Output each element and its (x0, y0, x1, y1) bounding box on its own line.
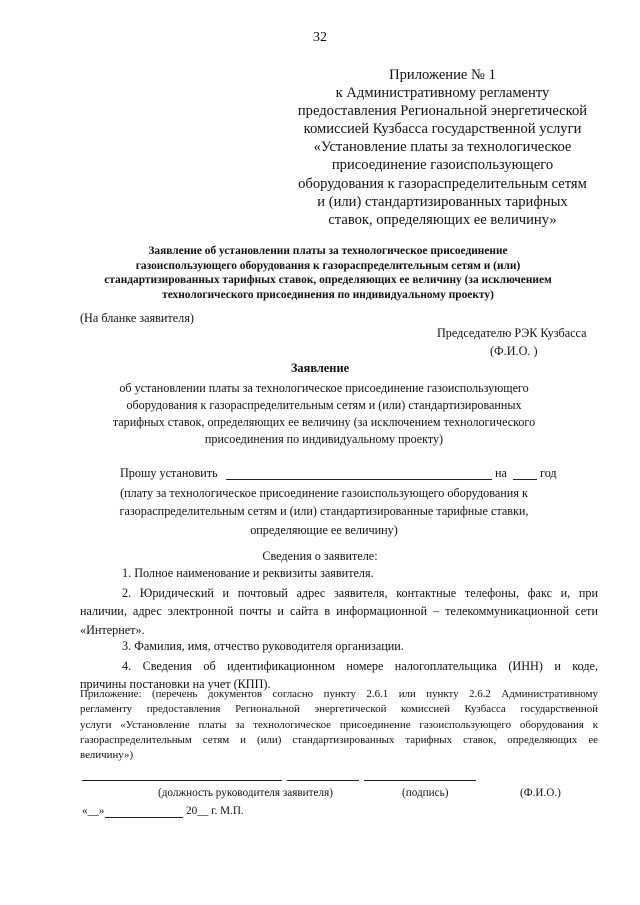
attachment-line: газораспределительным сетям и (или) стандартизированных тарифных ставок, определяющих ее (80, 733, 598, 746)
sign-signature-line (287, 780, 359, 781)
date-year-stamp: 20__ г. М.П. (186, 805, 244, 817)
appendix-line: присоединение газоиспользующего (331, 157, 554, 174)
sign-label: (подпись) (402, 787, 449, 799)
appendix-line: «Установление платы за технологическое (313, 139, 572, 156)
appendix-line: и (или) стандартизированных тарифных (317, 193, 568, 210)
fio-signature-line (364, 780, 476, 781)
form-title-line: технологического присоединения по индивидуальному проекту) (162, 288, 494, 301)
addressee-to: Председателю РЭК Кузбасса (437, 326, 587, 340)
attachment-line: регламенту предоставления Региональной энергетической комиссией Кузбасса государственной (80, 703, 598, 716)
appendix-line: комиссией Кузбасса государственной услуги (303, 121, 582, 138)
request-line: газораспределительным сетям и (или) стандартизированные тарифные ставки, (119, 504, 529, 519)
form-title-line: стандартизированных тарифных ставок, определяющих ее величину (за исключением (104, 274, 552, 287)
position-label: (должность руководителя заявителя) (158, 787, 333, 799)
appendix-line: оборудования к газораспределительным сетям (298, 175, 587, 192)
position-signature-line (82, 780, 282, 781)
item-4-line: 4. Сведения об идентификационном номере налогоплательщика (ИНН) и коде, (122, 659, 598, 673)
attachment-line: Приложение: (перечень документов согласно пункту 2.6.1 или пункту 2.6.2 Административному (80, 688, 598, 700)
appendix-line: Приложение № 1 (389, 67, 496, 83)
appendix-line: ставок, определяющих ее величину» (328, 211, 557, 228)
appendix-header (260, 66, 625, 229)
request-description (60, 484, 588, 539)
statement-subtitle (60, 380, 588, 448)
request-line: (плату за технологическое присоединение газоиспользующего оборудования к (120, 486, 528, 500)
item-2-line: наличии, адрес электронной почты и сайта в информационной – телекоммуникационной сети (80, 604, 598, 619)
form-title (78, 244, 578, 302)
year-blank-line (513, 479, 537, 480)
request-prefix: Прошу установить (120, 466, 218, 480)
request-na: на (495, 466, 507, 480)
fio-label: (Ф.И.О.) (520, 787, 561, 799)
applicant-item-1: 1. Полное наименование и реквизиты заявителя. (122, 566, 374, 580)
page-number: 32 (313, 30, 327, 45)
item-4-line: причины постановки на учет (КПП). (80, 677, 271, 692)
attachment-line: услуги «Установление платы за технологическое присоединение газоиспользующего оборудования к (80, 718, 598, 731)
request-god: год (540, 466, 557, 480)
form-title-line: газоиспользующего оборудования к газораспределительным сетям и (или) (135, 259, 521, 272)
request-blank-line (226, 479, 492, 480)
applicant-info-heading: Сведения о заявителе: (262, 549, 378, 563)
statement-heading: Заявление (290, 361, 350, 375)
subtitle-line: тарифных ставок, определяющих ее величину (за исключением технологического (112, 415, 536, 429)
letterhead-note: (На бланке заявителя) (80, 311, 194, 325)
subtitle-line: присоединения по индивидуальному проекту) (204, 432, 444, 446)
attachment-line: величину») (80, 749, 134, 762)
applicant-item-3: 3. Фамилия, имя, отчество руководителя организации. (122, 639, 404, 653)
item-2-line: «Интернет». (80, 622, 145, 637)
subtitle-line: об установлении платы за технологическое присоединение газоиспользующего (119, 381, 529, 395)
attachment-note (80, 687, 598, 763)
subtitle-line: оборудования к газораспределительным сетям и (или) стандартизированных (126, 398, 522, 412)
form-title-line: Заявление об установлении платы за технологическое присоединение (148, 245, 508, 257)
request-line: определяющие ее величину) (250, 522, 398, 537)
date-day: «__» (82, 805, 105, 817)
appendix-line: к Административному регламенту (335, 85, 550, 102)
addressee-fio: (Ф.И.О. ) (490, 344, 538, 358)
date-month-line (105, 817, 183, 818)
appendix-line: предоставления Региональной энергетической (297, 103, 588, 120)
applicant-item-2 (80, 584, 598, 639)
item-2-line: 2. Юридический и почтовый адрес заявителя, контактные телефоны, факс и, при (122, 586, 598, 600)
